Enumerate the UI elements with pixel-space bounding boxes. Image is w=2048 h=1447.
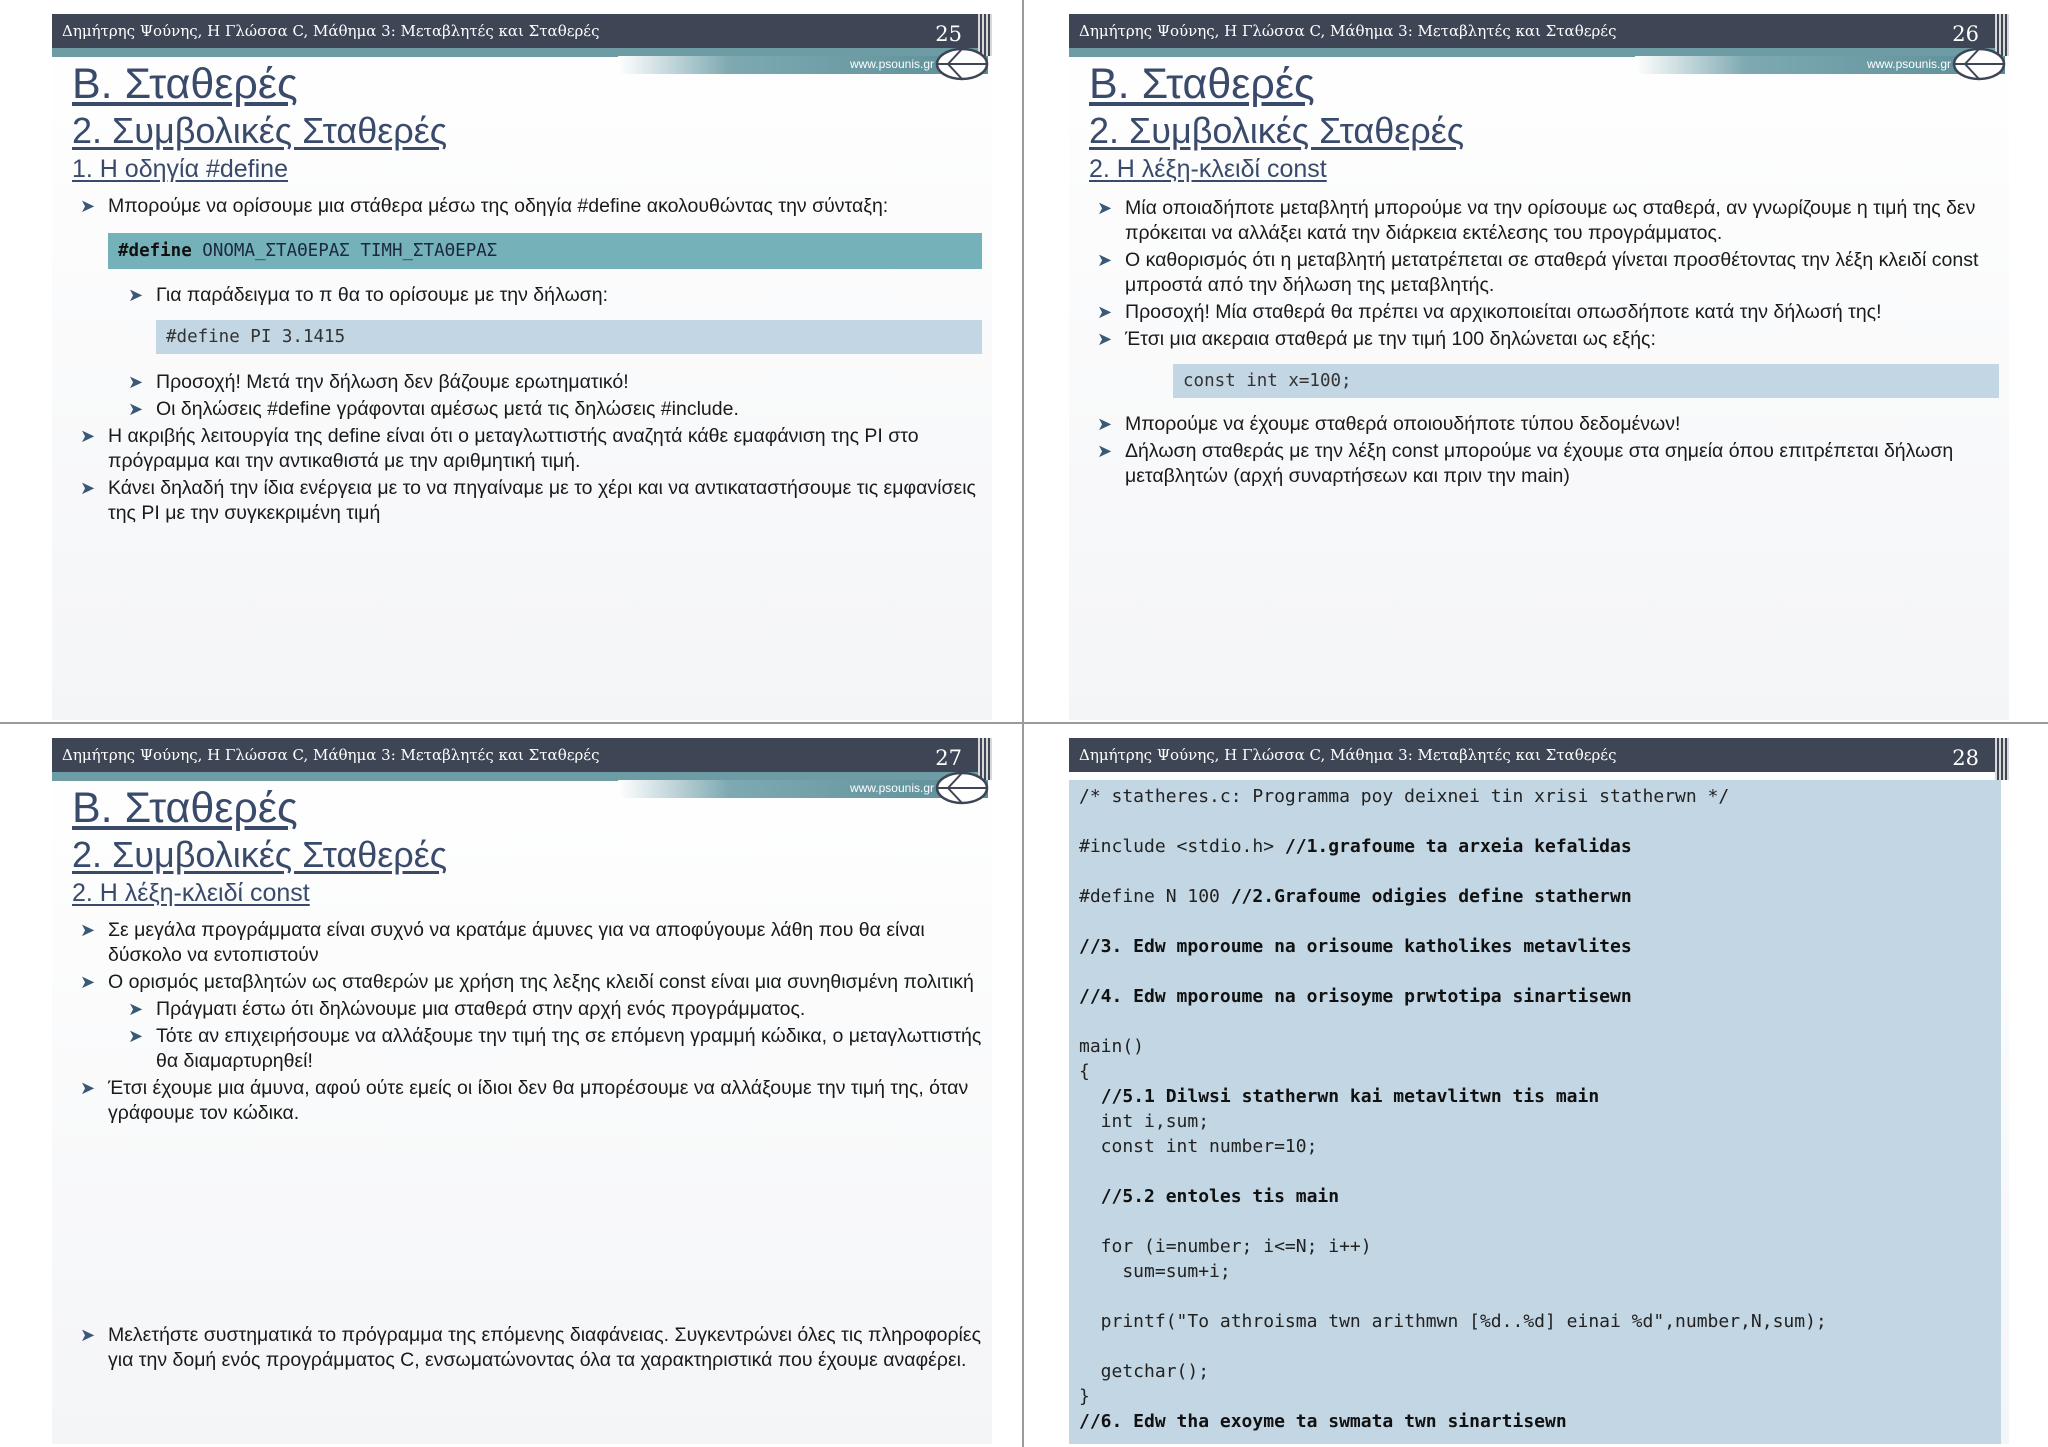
code-line bbox=[1079, 1134, 1827, 1159]
arrowhead-bullet-icon: ➤ bbox=[1097, 329, 1113, 349]
section-heading: 1. Η οδηγία #define bbox=[72, 155, 288, 183]
code-text bbox=[1079, 1186, 1101, 1207]
code-line bbox=[1079, 884, 1827, 909]
code-text: const int number=10; bbox=[1079, 1136, 1318, 1157]
section-heading: 2. Η λέξη-κλειδί const bbox=[1089, 155, 1327, 183]
arrowhead-bullet-icon: ➤ bbox=[128, 285, 144, 305]
bullet-text: Πράγματι έστω ότι δηλώνουμε μια σταθερά στην αρχή ενός προγράμματος. bbox=[156, 998, 806, 1020]
slide-header-text: Δημήτρης Ψούνης, Η Γλώσσα C, Μάθημα 3: Μεταβλητές και Σταθερές bbox=[62, 22, 600, 40]
code-comment: //2.Grafoume odigies define statherwn bbox=[1230, 886, 1632, 907]
slide-header-text: Δημήτρης Ψούνης, Η Γλώσσα C, Μάθημα 3: Μεταβλητές και Σταθερές bbox=[62, 746, 600, 764]
code-comment: //3. Edw mporoume na orisoume katholikes metavlites bbox=[1079, 936, 1632, 957]
bullet-item bbox=[72, 1323, 982, 1373]
code-line bbox=[1079, 784, 1827, 809]
slide-title: Β. Σταθερές bbox=[1089, 60, 1315, 108]
website-url: www.psounis.gr bbox=[849, 57, 934, 71]
code-text: for (i=number; i<=N; i++) bbox=[1079, 1236, 1372, 1257]
bullet-text: Σε μεγάλα προγράμματα είναι συχνό να κρατάμε άμυνες για να αποφύγουμε λάθη που θα είναι δύσκολο να εντοπιστούν bbox=[108, 919, 925, 966]
bullet-text: Η ακριβής λειτουργία της define είναι ότι ο μεταγλωττιστής αναζητά κάθε εμαφάνιση της PI στο πρόγραμμα και την αντικαθιστά με την αριθμητική τιμή. bbox=[108, 425, 919, 472]
code-syntax: ΟΝΟΜΑ_ΣΤΑΘΕΡΑΣ ΤΙΜΗ_ΣΤΑΘΕΡΑΣ bbox=[191, 241, 498, 261]
bullet-item bbox=[1089, 248, 1999, 298]
code-text: int i,sum; bbox=[1079, 1111, 1210, 1132]
slide-cell-27 bbox=[10, 728, 1020, 1444]
bullet-item bbox=[1089, 412, 1999, 437]
slide-number: 27 bbox=[935, 746, 962, 770]
bullet-text: Οι δηλώσεις #define γράφονται αμέσως μετά τις δηλώσεις #include. bbox=[156, 398, 739, 420]
code-text: /* statheres.c: Programma poy deixnei tin xrisi statherwn */ bbox=[1079, 786, 1730, 807]
slide-header-text: Δημήτρης Ψούνης, Η Γλώσσα C, Μάθημα 3: Μεταβλητές και Σταθερές bbox=[1079, 22, 1617, 40]
syntax-code-bar bbox=[108, 233, 982, 269]
code-line bbox=[1079, 1284, 1827, 1309]
bullet-text: Ο καθορισμός ότι η μεταβλητή μετατρέπεται σε σταθερά γίνεται προσθέτοντας την λέξη κλειδί const μπροστά από την δήλωση της μεταβλητής. bbox=[1125, 249, 1979, 296]
bullet-text: Δήλωση σταθεράς με την λέξη const μπορούμε να έχουμε στα σημεία όπου επιτρέπεται δήλωση μεταβλητών (αρχή συναρτήσεων και πριν την main) bbox=[1125, 440, 1954, 487]
bullet-text: Έτσι μια ακεραια σταθερά με την τιμή 100 δηλώνεται ως εξής: bbox=[1125, 328, 1656, 350]
code-comment: //4. Edw mporoume na orisoyme prwtotipa sinartisewn bbox=[1079, 986, 1632, 1007]
code-line bbox=[1079, 1009, 1827, 1034]
sub-bullet-item bbox=[72, 397, 982, 422]
bullet-text: Μπορούμε να ορίσουμε μια στάθερα μέσω της οδηγία #define ακολουθώντας την σύνταξη: bbox=[108, 195, 889, 217]
bullet-text: Ο ορισμός μεταβλητών ως σταθερών με χρήση της λεξης κλειδί const είναι μια συνηθισμένη πολιτική bbox=[108, 971, 974, 993]
arrowhead-bullet-icon: ➤ bbox=[80, 196, 96, 216]
bullet-item bbox=[72, 424, 982, 474]
code-text: { bbox=[1079, 1061, 1090, 1082]
bullet-item bbox=[1089, 300, 1999, 325]
bullet-item bbox=[1089, 196, 1999, 246]
code-line bbox=[1079, 909, 1827, 934]
bullet-item bbox=[72, 1076, 982, 1126]
code-line bbox=[1079, 1084, 1827, 1109]
slide-body-bottom bbox=[72, 1323, 982, 1375]
slide-header-text: Δημήτρης Ψούνης, Η Γλώσσα C, Μάθημα 3: Μεταβλητές και Σταθερές bbox=[1079, 746, 1617, 764]
bullet-text: Τότε αν επιχειρήσουμε να αλλάξουμε την τιμή της σε επόμενη γραμμή κώδικα, ο μεταγλωττιστής θα διαμαρτυρηθεί! bbox=[156, 1025, 982, 1072]
sub-bullet-item bbox=[72, 370, 982, 395]
sub-bullet-item bbox=[72, 997, 982, 1022]
arrowhead-bullet-icon: ➤ bbox=[1097, 414, 1113, 434]
bullet-item bbox=[72, 970, 982, 995]
code-text bbox=[1079, 1086, 1101, 1107]
arrowhead-bullet-icon: ➤ bbox=[80, 972, 96, 992]
code-keyword: #define bbox=[118, 241, 192, 261]
code-line bbox=[1079, 1384, 1827, 1409]
psounis-logo-icon bbox=[1951, 44, 2007, 84]
section-heading: 2. Η λέξη-κλειδί const bbox=[72, 879, 310, 907]
code-comment: //5.2 entoles tis main bbox=[1100, 1186, 1340, 1207]
slide-number: 25 bbox=[935, 22, 962, 46]
code-line bbox=[1079, 1109, 1827, 1134]
const-code-box: const int x=100; bbox=[1173, 364, 1999, 398]
slide-body bbox=[72, 918, 982, 1128]
bullet-text: Προσοχή! Μία σταθερά θα πρέπει να αρχικοποιείται οπωσδήποτε κατά την δήλωσή της! bbox=[1125, 301, 1882, 323]
code-line bbox=[1079, 1334, 1827, 1359]
slide-27 bbox=[52, 738, 992, 1444]
arrowhead-bullet-icon: ➤ bbox=[80, 920, 96, 940]
slide-body bbox=[1089, 196, 1999, 491]
page-divider-horizontal bbox=[0, 722, 2048, 724]
arrowhead-bullet-icon: ➤ bbox=[1097, 302, 1113, 322]
code-text: sum=sum+i; bbox=[1079, 1261, 1231, 1282]
code-line bbox=[1079, 1184, 1827, 1209]
code-line bbox=[1079, 859, 1827, 884]
slide-title: Β. Σταθερές bbox=[72, 60, 298, 108]
bullet-item bbox=[1089, 327, 1999, 352]
code-text: } bbox=[1079, 1386, 1090, 1407]
arrowhead-bullet-icon: ➤ bbox=[80, 478, 96, 498]
slide-subtitle: 2. Συμβολικές Σταθερές bbox=[72, 110, 448, 151]
slide-cell-28 bbox=[1027, 728, 2037, 1444]
slide-subtitle: 2. Συμβολικές Σταθερές bbox=[72, 834, 448, 875]
code-comment: //6. Edw tha exoyme ta swmata twn sinartisewn bbox=[1079, 1411, 1567, 1432]
slide-number: 28 bbox=[1952, 746, 1979, 770]
bullet-text: Μελετήστε συστηματικά το πρόγραμμα της επόμενης διαφάνειας. Συγκεντρώνει όλες τις πληροφορίες για την δομή ενός προγράμματος C, ενσωματώνοντας όλα τα χαρακτηριστικά που έχουμε αναφέρει. bbox=[108, 1324, 981, 1371]
code-line bbox=[1079, 1359, 1827, 1384]
arrowhead-bullet-icon: ➤ bbox=[80, 1325, 96, 1345]
code-text: #define N 100 bbox=[1079, 886, 1231, 907]
code-comment: //5.1 Dilwsi statherwn kai metavlitwn tis main bbox=[1100, 1086, 1600, 1107]
arrowhead-bullet-icon: ➤ bbox=[80, 1078, 96, 1098]
bullet-item bbox=[1089, 439, 1999, 489]
slide-26 bbox=[1069, 14, 2009, 720]
code-line bbox=[1079, 1159, 1827, 1184]
code-comment: //1.grafoume ta arxeia kefalidas bbox=[1284, 836, 1632, 857]
psounis-logo-icon bbox=[934, 44, 990, 84]
slide-cell-25 bbox=[10, 4, 1020, 720]
bullet-text: Προσοχή! Μετά την δήλωση δεν βάζουμε ερωτηματικό! bbox=[156, 371, 629, 393]
website-url: www.psounis.gr bbox=[1866, 57, 1951, 71]
bullet-text: Κάνει δηλαδή την ίδια ενέργεια με το να πηγαίναμε με το χέρι και να αντικαταστήσουμε τις εμφανίσεις της PI με την συγκεκριμένη τιμή bbox=[108, 477, 976, 524]
slide-subtitle: 2. Συμβολικές Σταθερές bbox=[1089, 110, 1465, 151]
bullet-item bbox=[72, 918, 982, 968]
bullet-text: Μία οποιαδήποτε μεταβλητή μπορούμε να την ορίσουμε ως σταθερά, αν γνωρίζουμε η τιμή της δεν πρόκειται να αλλάξει κατά την διάρκεια εκτέλεσης του προγράμματος. bbox=[1125, 197, 1976, 244]
sub-bullet-item bbox=[72, 1024, 982, 1074]
website-url: www.psounis.gr bbox=[849, 781, 934, 795]
psounis-logo-icon bbox=[934, 768, 990, 808]
code-line bbox=[1079, 1059, 1827, 1084]
code-line bbox=[1079, 959, 1827, 984]
arrowhead-bullet-icon: ➤ bbox=[128, 1026, 144, 1046]
bullet-text: Για παράδειγμα το π θα το ορίσουμε με την δήλωση: bbox=[156, 284, 608, 306]
code-line bbox=[1079, 834, 1827, 859]
code-line bbox=[1079, 809, 1827, 834]
slide-25 bbox=[52, 14, 992, 720]
arrowhead-bullet-icon: ➤ bbox=[1097, 441, 1113, 461]
arrowhead-bullet-icon: ➤ bbox=[80, 426, 96, 446]
header-stripes bbox=[1995, 738, 2009, 780]
code-line bbox=[1079, 1409, 1827, 1434]
slide-title: Β. Σταθερές bbox=[72, 784, 298, 832]
code-text: main() bbox=[1079, 1036, 1145, 1057]
arrowhead-bullet-icon: ➤ bbox=[128, 372, 144, 392]
code-line bbox=[1079, 1309, 1827, 1334]
slide-body bbox=[72, 194, 982, 528]
arrowhead-bullet-icon: ➤ bbox=[128, 999, 144, 1019]
program-code bbox=[1079, 784, 1827, 1434]
sub-bullet-item bbox=[72, 283, 982, 308]
code-line bbox=[1079, 1234, 1827, 1259]
code-line bbox=[1079, 934, 1827, 959]
arrowhead-bullet-icon: ➤ bbox=[1097, 198, 1113, 218]
code-text: printf("To athroisma twn arithmwn [%d..%d] einai %d",number,N,sum); bbox=[1079, 1311, 1827, 1332]
arrowhead-bullet-icon: ➤ bbox=[1097, 250, 1113, 270]
bullet-text: Μπορούμε να έχουμε σταθερά οποιουδήποτε τύπου δεδομένων! bbox=[1125, 413, 1681, 435]
bullet-item bbox=[72, 194, 982, 219]
slide-28 bbox=[1069, 738, 2009, 1444]
code-text: #include <stdio.h> bbox=[1079, 836, 1285, 857]
code-line bbox=[1079, 1034, 1827, 1059]
slide-cell-26 bbox=[1027, 4, 2037, 720]
slide-number: 26 bbox=[1952, 22, 1979, 46]
bullet-item bbox=[72, 476, 982, 526]
code-line bbox=[1079, 984, 1827, 1009]
code-line bbox=[1079, 1209, 1827, 1234]
arrowhead-bullet-icon: ➤ bbox=[128, 399, 144, 419]
example-code-box: #define PI 3.1415 bbox=[156, 320, 982, 354]
bullet-text: Έτσι έχουμε μια άμυνα, αφού ούτε εμείς οι ίδιοι δεν θα μπορέσουμε να αλλάξουμε την τιμή της, όταν γράφουμε τον κώδικα. bbox=[108, 1077, 969, 1124]
code-line bbox=[1079, 1259, 1827, 1284]
code-text: getchar(); bbox=[1079, 1361, 1210, 1382]
